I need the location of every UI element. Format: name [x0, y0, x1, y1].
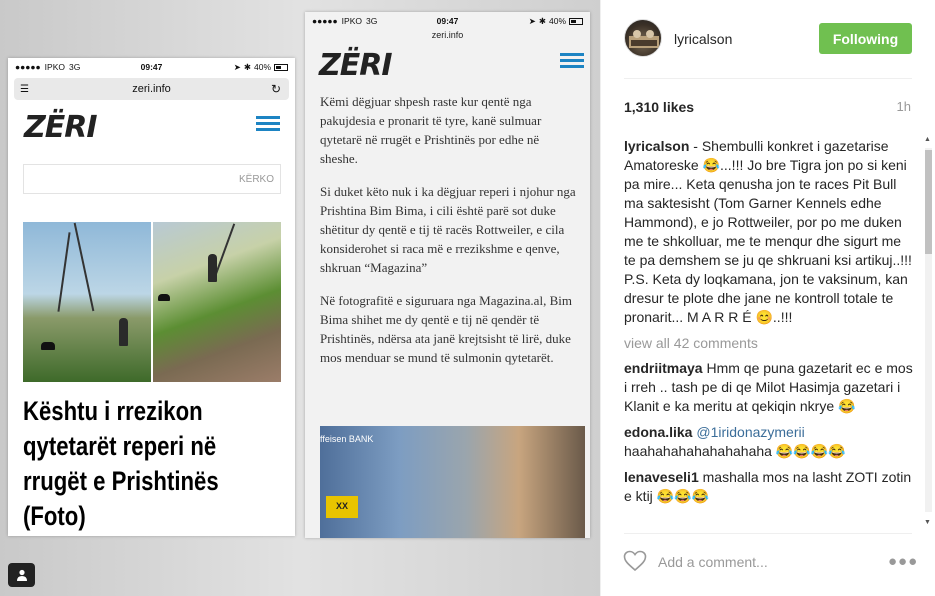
view-all-comments-link[interactable]: view all 42 comments: [624, 335, 758, 351]
location-icon: ➤: [528, 15, 536, 26]
battery-icon: [569, 18, 583, 25]
caption-text: - Shembulli konkret i gazetarise Amatoreske 😂...!!! Jo bre Tigra jon po si keni pa mire... Keta qenusha jon te races Pit Bull ma saktesisht (Tom Garner Kennels edhe Hammond), e jo Rottweiler, por po me duken me te shkolluar, me te menqur dhe sigurt me te pa demshem se ju qe shkruani ksi artikuj..!!! P.S. Keta dy loqkamana, jon te vaksinum, kan dresur te plote dhe jane ne kontroll totale te pronarit... M A R R É 😊..!!!: [624, 138, 912, 325]
caption: [624, 137, 914, 327]
reader-icon: ☰: [20, 83, 29, 95]
network: 3G: [68, 62, 81, 72]
post-header: [601, 0, 935, 78]
article-photo: [320, 426, 585, 538]
following-button[interactable]: Following: [819, 23, 912, 54]
battery-icon: [274, 64, 288, 71]
article-photo: [23, 222, 281, 382]
heart-icon[interactable]: [623, 550, 647, 577]
more-options-icon[interactable]: ●●●: [888, 553, 919, 570]
location-icon: ➤: [233, 61, 241, 72]
url-text: zeri.info: [132, 83, 171, 95]
bluetooth-icon: ✱: [538, 15, 546, 26]
comment: [624, 423, 914, 461]
comment: [624, 468, 914, 506]
comment-username[interactable]: lenaveseli1: [624, 469, 699, 485]
status-bar: [8, 58, 295, 76]
battery-level: 40%: [253, 62, 271, 72]
site-header: [8, 102, 295, 152]
scroll-thumb[interactable]: [925, 150, 932, 254]
menu-icon: [256, 116, 280, 131]
username-link[interactable]: lyricalson: [674, 31, 733, 47]
post-details-panel: [600, 0, 935, 596]
status-time: 09:47: [436, 16, 459, 26]
url-text: zeri.info: [431, 30, 464, 40]
signal-icon: ●●●●●: [15, 62, 41, 72]
comment-text: haahahahahahahahaha 😂😂😂😂: [624, 443, 846, 459]
comment-mention[interactable]: @1iridonazymerii: [696, 424, 805, 440]
comment-text: Hmm qe puna gazetarit ec e mos i rreh .. tash pe di qe Milot Hasimja gazetari i Klanit e ka meritu at qekiqin nkrye 😂: [624, 360, 913, 414]
url-bar: [14, 78, 289, 100]
bank-sign: ffeisen BANK: [320, 434, 374, 444]
avatar[interactable]: [624, 19, 662, 57]
battery-level: 40%: [548, 16, 566, 26]
carrier: IPKO: [44, 62, 65, 72]
comments-scrollbar[interactable]: [922, 136, 934, 526]
photo-street-left: [23, 222, 151, 382]
site-search-box: KËRKO: [23, 164, 281, 194]
scroll-up-arrow-icon[interactable]: ▲: [924, 136, 931, 143]
comments-list: [624, 137, 914, 527]
post-timestamp[interactable]: 1h: [896, 99, 911, 114]
site-logo: ZËRI: [24, 110, 97, 145]
reload-icon: ↻: [270, 82, 281, 96]
network: 3G: [365, 16, 378, 26]
photo-street-right: [153, 222, 281, 382]
comment-text: mashalla mos na lasht ZOTI zotin e ktij 😂😂😂: [624, 469, 912, 504]
user-icon[interactable]: [8, 563, 35, 587]
carrier: IPKO: [341, 16, 362, 26]
article-paragraph: Në fotografitë e siguruara nga Magazina.al, Bim Bima shihet me dy qentë e tij në qendër të Prishtinës, ndërsa ata janë krejtsisht të lirë, duke mos menduar se mund të sulmonin qytetarët.: [320, 293, 572, 365]
caption-username[interactable]: lyricalson: [624, 138, 690, 154]
article-paragraph: Këmi dëgjuar shpesh raste kur qentë nga pakujdesia e pronarit të tyre, kanë sulmuar qytetarë në rrugët e Prishtinës por edhe në sheshe.: [320, 94, 542, 166]
phone-screenshot-right: [305, 12, 590, 538]
comment-username[interactable]: endriitmaya: [624, 360, 703, 376]
comment-username[interactable]: edona.lika: [624, 424, 693, 440]
signal-icon: ●●●●●: [312, 16, 338, 26]
add-comment-input[interactable]: [658, 551, 868, 573]
street-sign: XX: [326, 496, 358, 518]
site-logo: ZËRI: [319, 48, 392, 83]
scroll-down-arrow-icon[interactable]: ▼: [924, 519, 931, 526]
article-paragraph: Si duket këto nuk i ka dëgjuar reperi i njohur nga Prishtina Bim Bima, i cili është parë sot duke shëtitur dy qentë e tij të racës Rottweiler, e cila konsiderohet si raca më e rrezikshme e qenve, shkruan “Magazina”: [320, 184, 576, 275]
status-bar: [305, 12, 590, 30]
menu-icon: [560, 53, 584, 68]
site-header: [305, 42, 590, 90]
article-body: [305, 90, 590, 367]
divider: [624, 533, 912, 534]
divider: [624, 78, 912, 79]
likes-count[interactable]: 1,310 likes: [624, 99, 695, 115]
phone-screenshot-left: [8, 58, 295, 536]
status-time: 09:47: [140, 62, 163, 72]
comment: [624, 359, 914, 416]
bluetooth-icon: ✱: [243, 61, 251, 72]
article-headline: Kështu i rrezikon qytetarët reperi në rrugët e Prishtinës (Foto): [23, 396, 219, 531]
